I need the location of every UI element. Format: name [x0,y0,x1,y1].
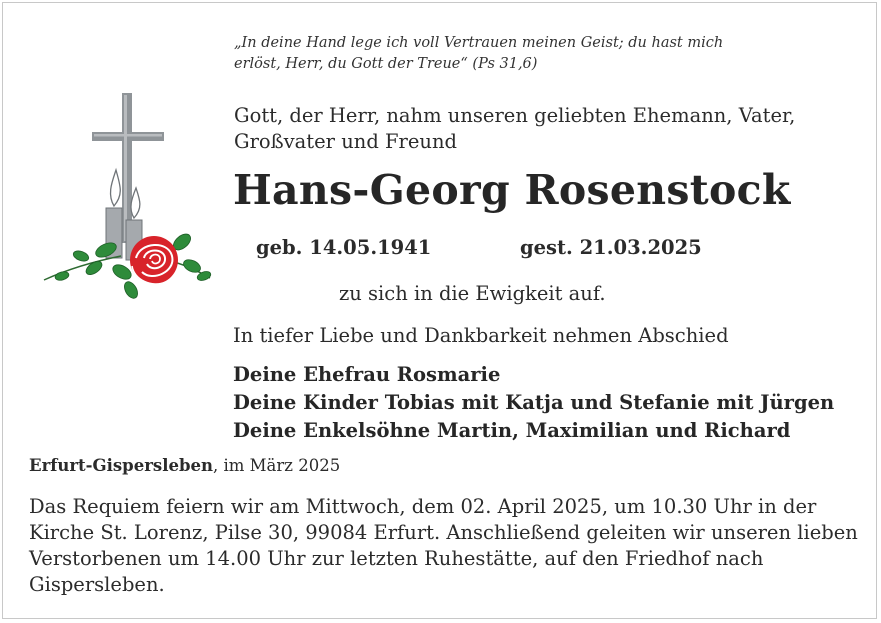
service-line-4: Gispersleben. [29,573,165,596]
place-date: , im März 2025 [213,456,341,475]
deceased-name: Hans-Georg Rosenstock [233,166,791,214]
place-name: Erfurt-Gispersleben [29,456,213,475]
place-date-line [29,456,340,475]
service-line-3: Verstorbenen um 14.00 Uhr zur letzten Ruhestätte, auf den Friedhof nach [29,547,764,570]
psalm-quote-line-1: „In deine Hand lege ich voll Vertrauen meinen Geist; du hast mich [234,35,724,51]
service-line-2: Kirche St. Lorenz, Pilse 30, 99084 Erfurt. Anschließend geleiten wir unseren lieben [29,521,858,544]
farewell-line: In tiefer Liebe und Dankbarkeit nehmen Abschied [233,324,729,347]
service-line-1: Das Requiem feiern wir am Mittwoch, dem 02. April 2025, um 10.30 Uhr in der [29,495,817,518]
birth-date: geb. 14.05.1941 [256,236,432,259]
mourner-grandchildren: Deine Enkelsöhne Martin, Maximilian und Richard [233,419,791,442]
psalm-quote-line-2: erlöst, Herr, du Gott der Treue“ (Ps 31,6) [234,56,538,72]
eternity-line: zu sich in die Ewigkeit auf. [339,282,606,305]
mourner-children: Deine Kinder Tobias mit Katja und Stefanie mit Jürgen [233,391,835,414]
death-date: gest. 21.03.2025 [520,236,702,259]
mourner-spouse: Deine Ehefrau Rosmarie [233,363,501,386]
intro-line-2: Großvater und Freund [234,130,457,153]
rose-icon [130,236,178,284]
memorial-emblem [36,90,216,310]
intro-line-1: Gott, der Herr, nahm unseren geliebten Ehemann, Vater, [234,104,796,127]
